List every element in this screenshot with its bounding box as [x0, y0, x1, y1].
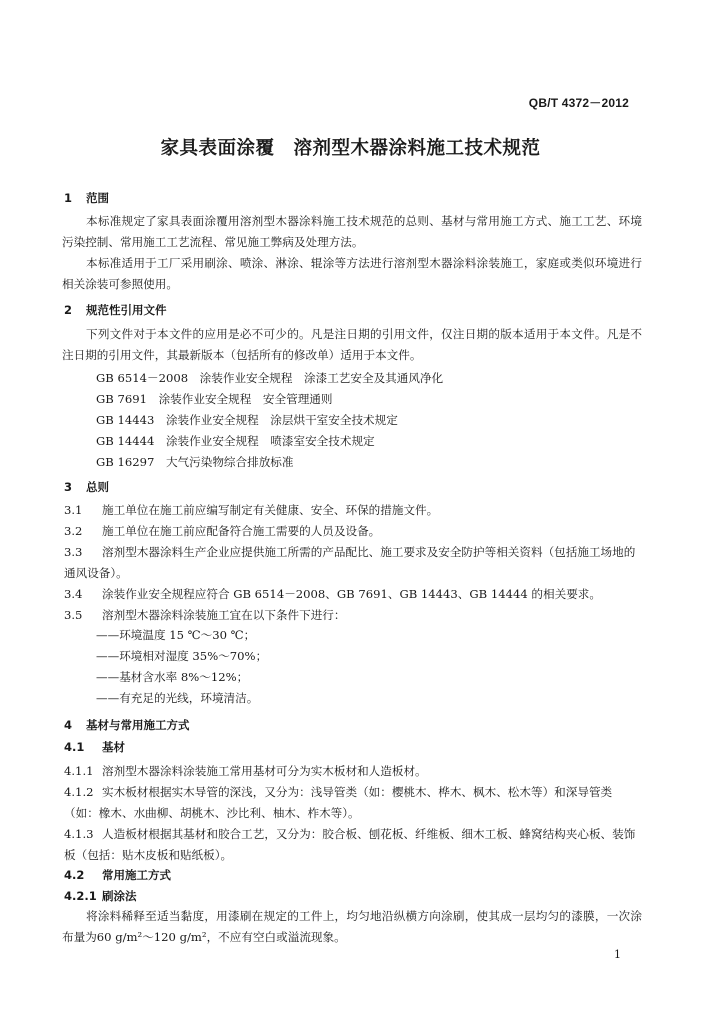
standard-code: QB/T 4372－2012: [528, 96, 629, 110]
condition-item: ——有充足的光线，环境清洁。: [96, 691, 259, 705]
section-heading-3: 3 总则: [64, 480, 109, 494]
condition-item: ——环境温度 15 ℃～30 ℃；: [96, 628, 256, 642]
subsection-heading-4-1: 4.1 基材: [64, 740, 125, 754]
section-1-body: [62, 211, 642, 295]
clause-3-4: 3.4 涂装作业安全规程应符合 GB 6514－2008、GB 7691、GB 14443、GB 14444 的相关要求。: [64, 587, 601, 601]
reference-item: GB 7691 涂装作业安全规程 安全管理通则: [96, 392, 333, 406]
section-2-body: [62, 324, 642, 366]
paragraph: 本标准规定了家具表面涂覆用溶剂型木器涂料施工技术规范的总则、基材与常用施工方式、施工工艺、环境污染控制、常用施工工艺流程、常见施工弊病及处理方法。: [62, 214, 642, 249]
paragraph: 下列文件对于本文件的应用是必不可少的。凡是注日期的引用文件，仅注日期的版本适用于本文件。凡是不注日期的引用文件，其最新版本（包括所有的修改单）适用于本文件。: [62, 327, 642, 362]
reference-item: GB 6514－2008 涂装作业安全规程 涂漆工艺安全及其通风净化: [96, 371, 444, 385]
reference-item: GB 14443 涂装作业安全规程 涂层烘干室安全技术规定: [96, 413, 398, 427]
section-4-2-1-body: [62, 906, 642, 948]
section-heading-1: 1 范围: [64, 191, 109, 205]
section-heading-4: 4 基材与常用施工方式: [64, 718, 190, 732]
document-title: 家具表面涂覆 溶剂型木器涂料施工技术规范: [160, 138, 541, 159]
paragraph: 将涂料稀释至适当黏度，用漆刷在规定的工件上，均匀地沿纵横方向涂刷，使其成一层均匀的漆膜，一次涂布量为60 g/m²～120 g/m²，不应有空白或溢流现象。: [62, 909, 642, 944]
condition-item: ——环境相对湿度 35%～70%；: [96, 649, 268, 663]
clause-3-5: 3.5 溶剂型木器涂料涂装施工宜在以下条件下进行：: [64, 608, 346, 622]
subsection-heading-4-2: 4.2 常用施工方式: [64, 868, 171, 882]
page-number: 1: [614, 948, 621, 961]
clause-4-1-2: 4.1.2 实木板材根据实木导管的深浅，又分为：浅导管类（如：樱桃木、桦木、枫木、松木等）和深导管类（如：橡木、水曲柳、胡桃木、沙比利、柚木、柞木等）。: [64, 785, 613, 820]
subsection-heading-4-2-1: 4.2.1 刷涂法: [64, 889, 137, 903]
reference-item: GB 14444 涂装作业安全规程 喷漆室安全技术规定: [96, 434, 375, 448]
clause-4-1-1: 4.1.1 溶剂型木器涂料涂装施工常用基材可分为实木板材和人造板材。: [64, 764, 427, 778]
clause-3-2: 3.2 施工单位在施工前应配备符合施工需要的人员及设备。: [64, 524, 381, 538]
reference-item: GB 16297 大气污染物综合排放标准: [96, 455, 294, 469]
section-heading-2: 2 规范性引用文件: [64, 303, 167, 317]
paragraph: 本标准适用于工厂采用刷涂、喷涂、淋涂、辊涂等方法进行溶剂型木器涂料涂装施工，家庭或类似环境进行相关涂装可参照使用。: [62, 256, 642, 291]
clause-4-1-3: 4.1.3 人造板材根据其基材和胶合工艺，又分为：胶合板、刨花板、纤维板、细木工板、蜂窝结构夹心板、装饰板（包括：贴木皮板和贴纸板）。: [64, 827, 636, 862]
clause-3-1: 3.1 施工单位在施工前应编写制定有关健康、安全、环保的措施文件。: [64, 503, 439, 517]
clause-3-3: 3.3 溶剂型木器涂料生产企业应提供施工所需的产品配比、施工要求及安全防护等相关资料（包括施工场地的通风设备）。: [64, 545, 636, 580]
condition-item: ——基材含水率 8%～12%；: [96, 670, 249, 684]
